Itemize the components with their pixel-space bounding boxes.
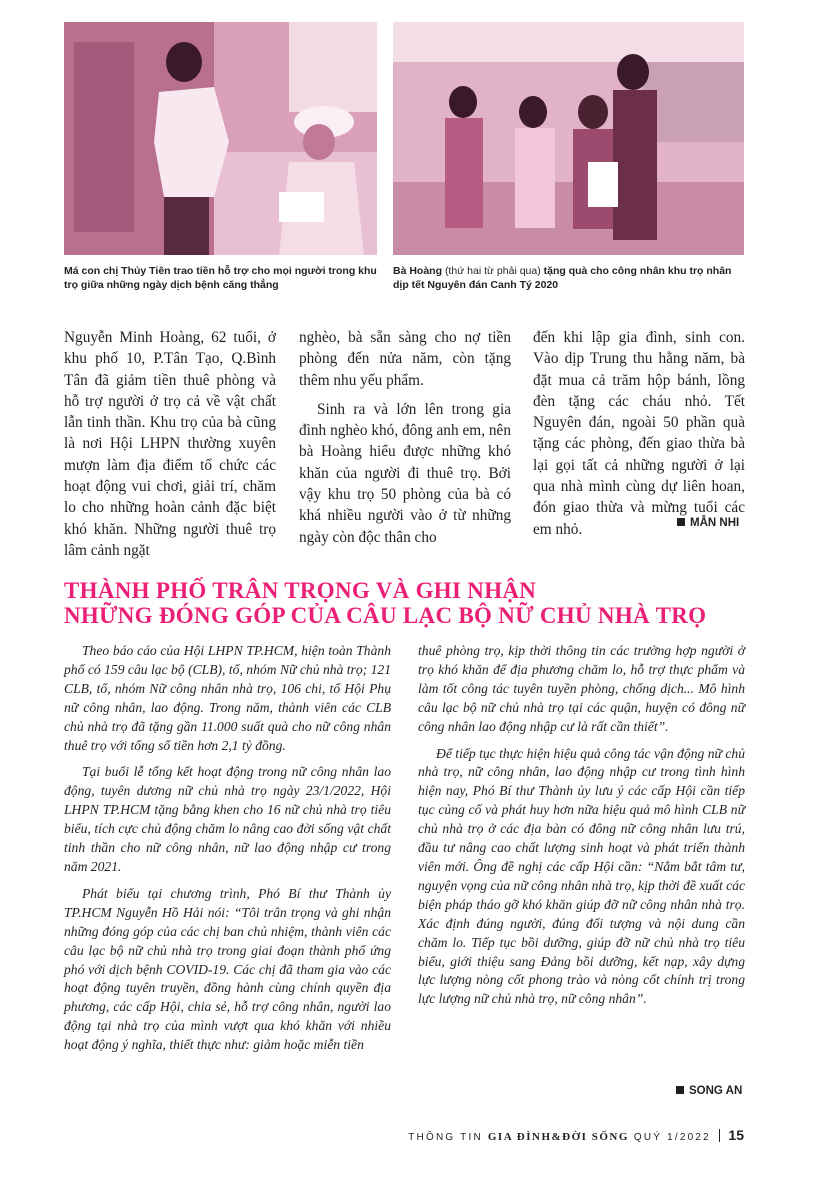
issue-label: QUÝ 1/2022 xyxy=(633,1132,711,1143)
paragraph: Theo báo cáo của Hội LHPN TP.HCM, hiện toàn Thành phố có 159 câu lạc bộ (CLB), tổ, nhóm Nữ chủ nhà trọ; 121 CLB, tổ, nhóm Nữ công nhân nhà trọ, 106 chi, tổ Hội Phụ nữ công nhân, lao động. Trong năm, thành viên các CLB chủ nhà trọ đã tặng gần 11.000 suất quà cho nữ công nhân thuê trọ với tổng số tiền hơn 2,1 tỷ đồng. xyxy=(64,643,391,753)
heading-line-2: NHỮNG ĐÓNG GÓP CỦA CÂU LẠC BỘ NỮ CHỦ NHÀ TRỌ xyxy=(64,603,707,628)
heading-line-1: THÀNH PHỐ TRÂN TRỌNG VÀ GHI NHẬN xyxy=(64,578,537,603)
lower-article-column-1 xyxy=(64,642,391,1055)
upper-article-column-1 xyxy=(64,327,276,561)
page-number: 15 xyxy=(728,1127,744,1143)
photo-gift-giving xyxy=(393,22,744,255)
photo-caption-left: Má con chị Thủy Tiên trao tiền hỗ trợ cho mọi người trong khu trọ giữa những ngày dịch bệnh căng thẳng xyxy=(64,265,377,291)
paragraph: Phát biểu tại chương trình, Phó Bí thư Thành ủy TP.HCM Nguyễn Hồ Hải nói: “Tôi trân trọng và ghi nhận những đóng góp của các chị ban chủ nhiệm, thành viên các câu lạc bộ nữ chủ nhà trọ trong giai đoạn thành phố ứng phó với dịch bệnh COVID-19. Các chị đã tham gia vào các hoạt động tuyên truyền, đồng hành cùng chính quyền địa phương, các cấp Hội, chia sẻ, hỗ trợ công nhân, người lao động tại nhà trọ của mình vượt qua khó khăn với nhiều hoạt động ý nghĩa, thiết thực như: giảm hoặc miễn tiền xyxy=(64,885,391,1053)
author-name: MẪN NHI xyxy=(690,517,740,529)
upper-article-column-3 xyxy=(533,327,745,540)
paragraph: đến khi lập gia đình, sinh con. Vào dịp Trung thu hằng năm, bà đặt mua cả trăm hộp bánh, lồng đèn tặng các cháu nhỏ. Tết Nguyên đán, ngoài 50 phần quà tặng các phòng, đến giao thừa bà lại gọi tất cả những người ở lại qua nhà mình cùng dự liên hoan, đón giao thừa và mừng tuổi các em nhỏ. xyxy=(533,329,745,538)
square-bullet-icon xyxy=(676,1086,684,1094)
paragraph: nghèo, bà sẵn sàng cho nợ tiền phòng đến nửa năm, còn tặng thêm nhu yếu phẩm. xyxy=(299,329,511,389)
lower-article-column-2 xyxy=(418,642,745,1009)
footer-prefix: THÔNG TIN xyxy=(408,1132,483,1143)
paragraph: thuê phòng trọ, kịp thời thông tin các trường hợp người ở trọ khó khăn để địa phương chăm lo, hỗ trợ thực phẩm và làm tốt công tác tuyên tuyền phòng, chống dịch... Mô hình câu lạc bộ nữ chủ nhà trọ tại các quận, huyện có đông nữ công nhân lao động nhập cư là rất cần thiết”. xyxy=(418,643,745,734)
caption-subject: Bà Hoàng xyxy=(393,265,443,277)
photo-supporting-tenants xyxy=(64,22,377,255)
article-heading xyxy=(64,578,764,628)
caption-note: (thứ hai từ phải qua) xyxy=(444,265,541,277)
paragraph: Để tiếp tục thực hiện hiệu quả công tác vận động nữ chủ nhà trọ, nữ công nhân, lao động nhập cư trong tình hình hiện nay, Phó Bí thư Thành ủy lưu ý các cấp Hội cần tiếp tục củng cố và phát huy hơn nữa hiệu quả mô hình CLB nữ chủ nhà trọ ở các địa bàn có đông nữ công nhân lưu trú, đầu tư nâng cao chất lượng sinh hoạt và phát triển thành viên mới. Ông đề nghị các cấp Hội cần: “Nắm bắt tâm tư, nguyện vọng của nữ công nhân nhà trọ, kịp thời đề xuất các biện pháp tháo gỡ khó khăn giúp đỡ nữ công nhân nhà trọ. Xác định đúng người, đúng đối tượng và nội dung cần chăm lo. Tiếp tục bồi dưỡng, giúp đỡ nữ chủ nhà trọ tiêu biểu, giới thiệu sang Đảng bồi dưỡng, kết nạp, xây dựng lực lượng nòng cốt phong trào và nòng cốt chính trị trong lực lượng nữ chủ nhà trọ, nữ công nhân”. xyxy=(418,745,745,1007)
photo-caption-right xyxy=(393,264,748,292)
upper-article-column-2 xyxy=(299,327,511,548)
author-signature xyxy=(677,517,739,529)
author-name: SONG AN xyxy=(689,1085,743,1097)
page-footer xyxy=(408,1127,744,1143)
paragraph: Sinh ra và lớn lên trong gia đình nghèo khó, đông anh em, nên bà Hoàng hiểu được những khó khăn của người đi thuê trọ. Bởi vậy khu trọ 50 phòng của bà có khá nhiều người vào ở từ những ngày còn độc thân cho xyxy=(299,400,511,546)
author-signature xyxy=(676,1085,742,1097)
square-bullet-icon xyxy=(677,518,685,526)
paragraph: Nguyễn Minh Hoàng, 62 tuổi, ở khu phố 10, P.Tân Tạo, Q.Bình Tân đã giảm tiền thuê phòng và hỗ trợ người ở trọ cả về vật chất lẫn tinh thần. Khu trọ của bà cũng là nơi Hội LHPN thường xuyên mượn làm địa điểm tổ chức các hoạt động vui chơi, giải trí, chăm lo cho những hoàn cảnh đặc biệt khó khăn. Những người thuê trọ lâm cảnh ngặt xyxy=(64,329,276,559)
footer-divider xyxy=(719,1129,721,1142)
paragraph: Tại buổi lễ tổng kết hoạt động trong nữ công nhân lao động, tuyên dương nữ chủ nhà trọ ngày 23/1/2022, Hội LHPN TP.HCM tặng bằng khen cho 16 nữ chủ nhà trọ tiêu biểu, tích cực chủ động chăm lo nâng cao đời sống vật chất tinh thần cho nữ công nhân, nữ lao động nhập cư trong năm 2021. xyxy=(64,764,391,874)
magazine-name: GIA ĐÌNH&ĐỜI SỐNG xyxy=(487,1131,629,1143)
caption-rest: tặng quà cho công nhân khu trọ nhân dịp tết Nguyên đán Canh Tý 2020 xyxy=(393,265,732,291)
